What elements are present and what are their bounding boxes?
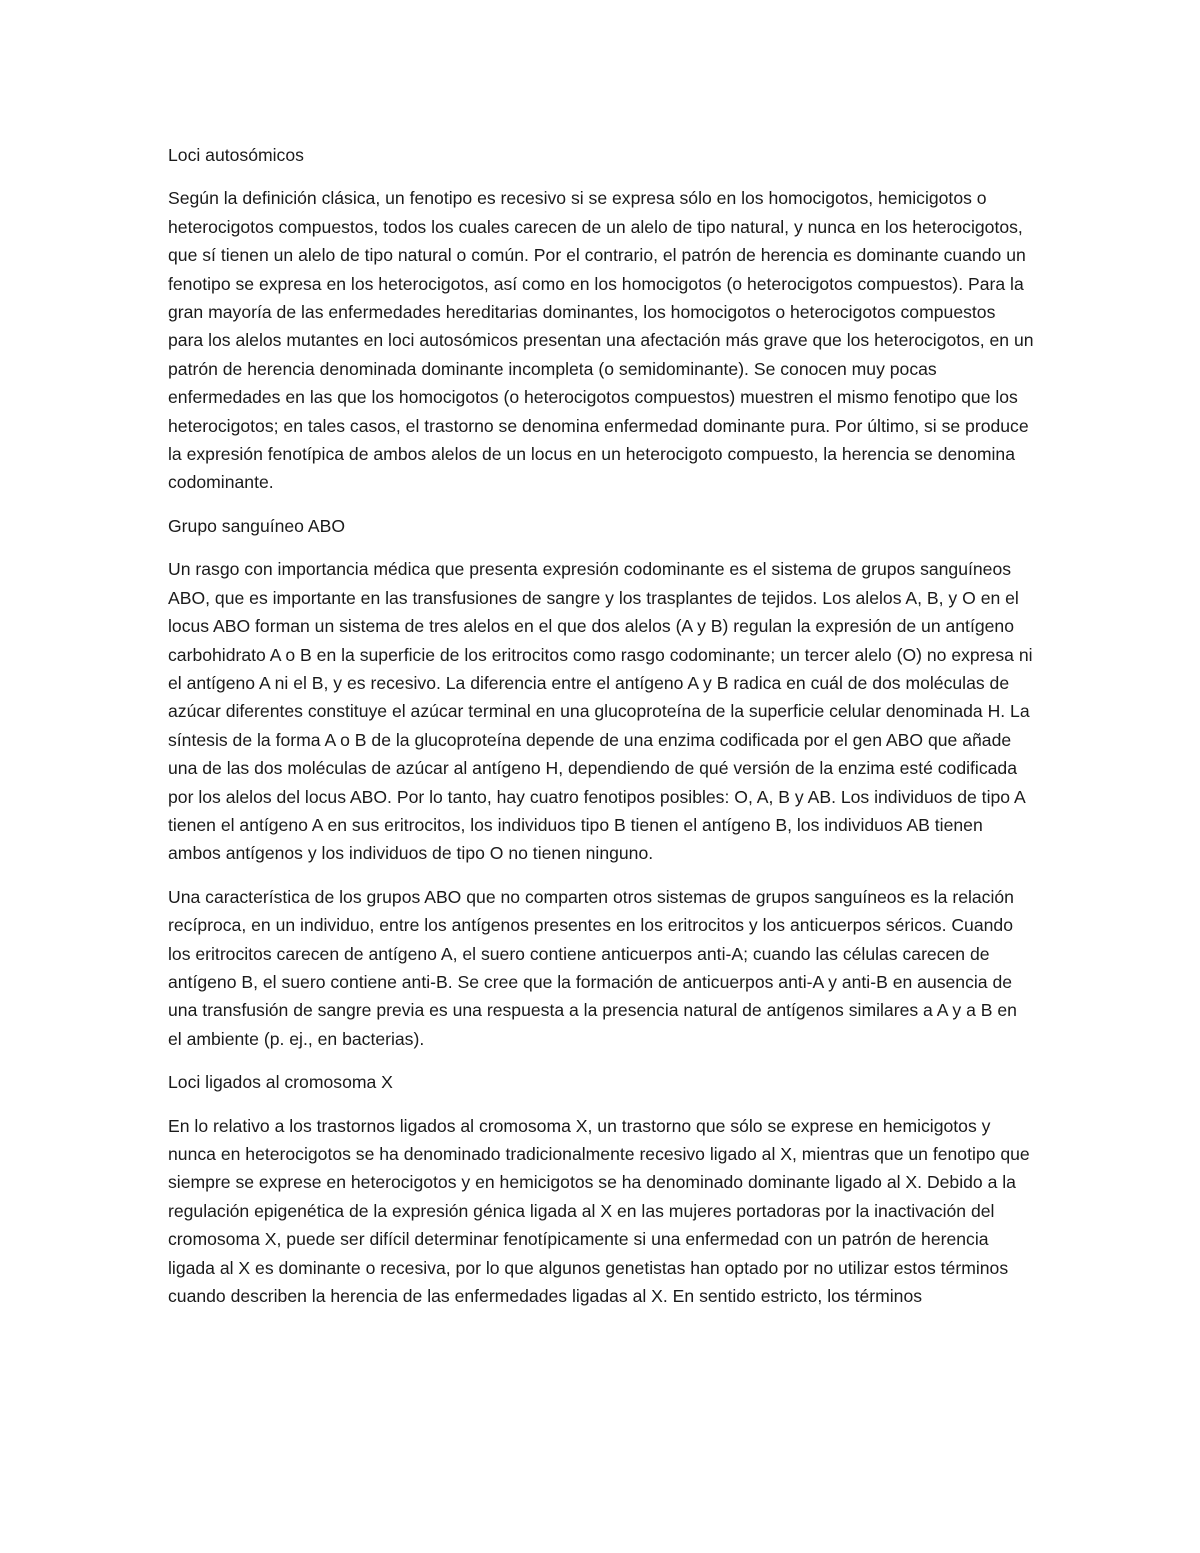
paragraph-loci-autosomicos: Según la definición clásica, un fenotipo es recesivo si se expresa sólo en los homocigotos, hemicigotos o heterocigotos compuestos, todos los cuales carecen de un alelo de tipo natural, y nunca en los heterocigotos, que sí tienen un alelo de tipo natural o común. Por el contrario, el patrón de herencia es dominante cuando un fenotipo se expresa en los heterocigotos, así como en los homocigotos (o heterocigotos compuestos). Para la gran mayoría de las enfermedades hereditarias dominantes, los homocigotos o heterocigotos compuestos para los alelos mutantes en loci autosómicos presentan una afectación más grave que los heterocigotos, en un patrón de herencia denominada dominante incompleta (o semidominante). Se conocen muy pocas enfermedades en las que los homocigotos (o heterocigotos compuestos) muestren el mismo fenotipo que los heterocigotos; en tales casos, el trastorno se denomina enfermedad dominante pura. Por último, si se produce la expresión fenotípica de ambos alelos de un locus en un heterocigoto compuesto, la herencia se denomina codominante. bbox=[168, 188, 1034, 493]
section-heading-loci-autosomicos: Loci autosómicos bbox=[168, 145, 304, 165]
document-body bbox=[168, 141, 1034, 1325]
paragraph-abo-anticuerpos: Una característica de los grupos ABO que no comparten otros sistemas de grupos sanguíneos es la relación recíproca, en un individuo, entre los antígenos presentes en los eritrocitos y los anticuerpos séricos. Cuando los eritrocitos carecen de antígeno A, el suero contiene anticuerpos anti-A; cuando las células carecen de antígeno B, el suero contiene anti-B. Se cree que la formación de anticuerpos anti-A y anti-B en ausencia de una transfusión de sangre previa es una respuesta a la presencia natural de antígenos similares a A y a B en el ambiente (p. ej., en bacterias). bbox=[168, 886, 1017, 1049]
section-heading-grupo-abo: Grupo sanguíneo ABO bbox=[168, 515, 346, 536]
paragraph-loci-ligados-x: En lo relativo a los trastornos ligados al cromosoma X, un trastorno que sólo se exprese en hemicigotos y nunca en heterocigotos se ha denominado tradicionalmente recesivo ligado al X, mientras que un fenotipo que siempre se exprese en heterocigotos y en hemicigotos se ha denominado dominante ligado al X. Debido a la regulación epigenética de la expresión génica ligada al X en las mujeres portadoras por la inactivación del cromosoma X, puede ser difícil determinar fenotípicamente si una enfermedad con un patrón de herencia ligada al X es dominante o recesiva, por lo que algunos genetistas han optado por no utilizar estos términos cuando describen la herencia de las enfermedades ligadas al X. En sentido estricto, los términos bbox=[168, 1115, 1030, 1307]
section-heading-loci-ligados-x: Loci ligados al cromosoma X bbox=[168, 1072, 393, 1093]
paragraph-abo-codominante: Un rasgo con importancia médica que presenta expresión codominante es el sistema de grupos sanguíneos ABO, que es importante en las transfusiones de sangre y los trasplantes de tejidos. Los alelos A, B, y O en el locus ABO forman un sistema de tres alelos en el que dos alelos (A y B) regulan la expresión de un antígeno carbohidrato A o B en la superficie de los eritrocitos como rasgo codominante; un tercer alelo (O) no expresa ni el antígeno A ni el B, y es recesivo. La diferencia entre el antígeno A y B radica en cuál de dos moléculas de azúcar diferentes constituye el azúcar terminal en una glucoproteína de la superficie celular denominada H. La síntesis de la forma A o B de la glucoproteína depende de una enzima codificada por el gen ABO que añade una de las dos moléculas de azúcar al antígeno H, dependiendo de qué versión de la enzima esté codificada por los alelos del locus ABO. Por lo tanto, hay cuatro fenotipos posibles: O, A, B y AB. Los individuos de tipo A tienen el antígeno A en sus eritrocitos, los individuos tipo B tienen el antígeno B, los individuos AB tienen ambos antígenos y los individuos de tipo O no tienen ninguno. bbox=[168, 559, 1033, 864]
